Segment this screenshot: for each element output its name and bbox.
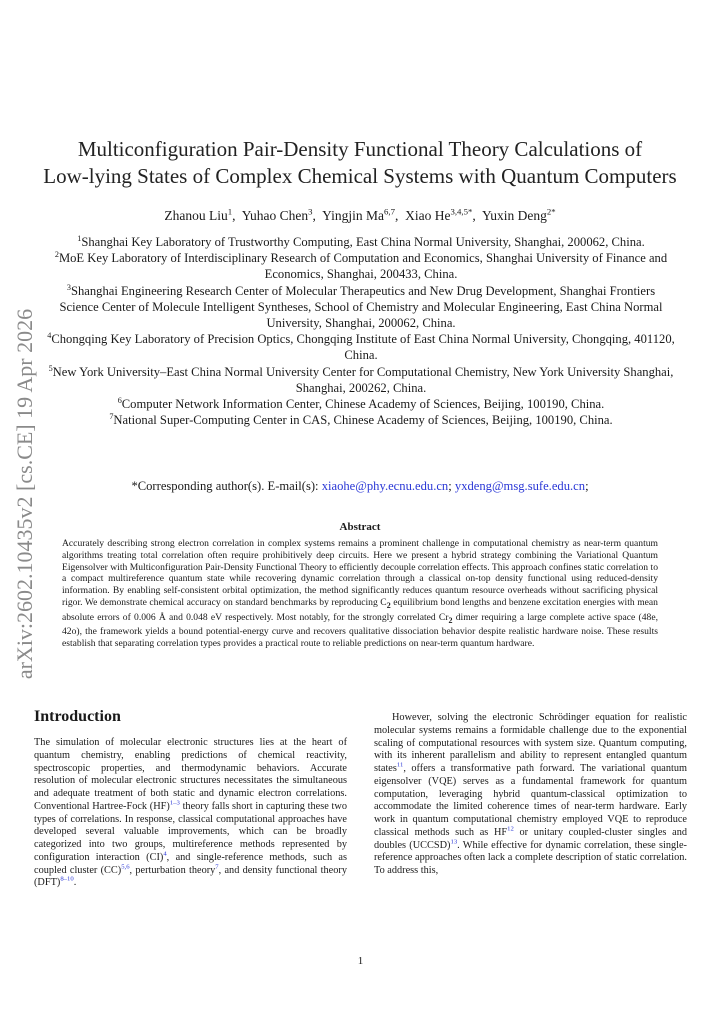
citation-link[interactable]: 7 — [215, 863, 219, 871]
corresponding-authors: *Corresponding author(s). E-mail(s): xiaohe@phy.ecnu.edu.cn; yxdeng@msg.sufe.edu.cn; — [131, 479, 589, 493]
affiliation: $^5$New York University–East China Normal University Center for Computational Chemistry, New York University Shanghai, Shanghai, 200262, China. — [48, 363, 674, 395]
author: Zhanou Liu$^1$ — [164, 206, 233, 223]
title-line: Multiconfiguration Pair-Density Functional Theory Calculations of — [77, 137, 643, 161]
citation-link[interactable]: 4 — [163, 850, 167, 858]
citation-link[interactable]: 13 — [450, 838, 458, 846]
author: Yuxin Deng$^{2*}$ — [482, 206, 556, 223]
author-list: Zhanou Liu$^1$, Yuhao Chen$^3$, Yingjin Ma$^{6,7}$, Xiao $He^{3,4,5*}$, Yuxin Deng$^{2*}$ — [164, 206, 556, 223]
body-column-left: The simulation of molecular electronic structures lies at the heart of quantum chemistry, enabling predictions of chemical reactivity, spectroscopic properties, and thermodynamic behaviors. Accurate resolution of molecular electronic structures necessitates the simultaneous and adequate treatment of both static and dynamic electron correlations. Conventional Hartree-Fock (HF)$^{1-3}$ theory falls short in capturing these two types of correlations. In response, classical computational approaches have developed several valuable improvements, which can be broadly categorized into two groups, multireference methods represented by configuration interaction (CI)$^4$, and single-reference methods, such as coupled cluster (CC)$^{5,6}$, perturbation theory$^7$, and density functional theory (DFT)$^{8-10}$. — [34, 737, 347, 889]
citation-link[interactable]: 8–10 — [60, 875, 74, 883]
affiliation: $^4$Chongqing Key Laboratory of Precision Optics, Chongqing Institute of East China Normal University, Chongqing, 401120, China. — [47, 331, 675, 363]
paper-title — [40, 136, 680, 190]
author: Yuhao Chen$^3$ — [241, 206, 313, 223]
email-link[interactable]: xiaohe@phy.ecnu.edu.cn — [321, 479, 449, 493]
abstract-text: Accurately describing strong electron correlation in complex systems remains a prominent challenge in computational chemistry as near-term quantum algorithms treating total correlation often require prohibitively deep circuits. Here we present a hybrid strategy combining the Variational Quantum Eigensolver with Multiconfiguration Pair-Density Functional Theory to efficiently decouple correlation effects. This approach confines static correlation to a compact multireference quantum state while recovering dynamic correlation through a classical on-top density functional using reduced-density information. By enabling self-consistent orbital optimization, the method significantly reduces quantum resource overheads without sacrificing physical rigor. We demonstrate chemical accuracy on standard benchmarks by reproducing $C_2$ equilibrium bond lengths and benzene excitation energies with mean absolute errors of 0.006 Å and 0.048 eV respectively. Most notably, for the strongly correlated $Cr_2$ dimer requiring a large complete active space (48e, 42o), the framework yields a bound potential-energy curve and recovers qualitative dissociation behavior despite realistic hardware noise. These results establish that separating correlation types provides a practical route to reliable predictions on near-term quantum hardware. — [62, 538, 658, 650]
author: Yingjin Ma$^{6,7}$ — [322, 206, 395, 223]
affiliation: $^2$MoE Key Laboratory of Interdisciplinary Research of Computation and Economics, Shanghai University of Finance and Economics, Shanghai, 200433, China. — [54, 250, 668, 282]
affiliation-list — [46, 234, 676, 428]
affiliation: $^3$Shanghai Engineering Research Center of Molecular Therapeutics and New Drug Development, Shanghai Frontiers Science Center of Molecule Intelligent Syntheses, School of Chemistry and Molecular Engineering, East China Normal University, Shanghai, 200062, China. — [59, 282, 663, 331]
citation-link[interactable]: 1–3 — [169, 799, 180, 807]
page-number: 1 — [357, 955, 364, 967]
citation-link[interactable]: 5,6 — [121, 863, 130, 871]
body-column-right: However, solving the electronic Schrödinger equation for realistic molecular systems remains a formidable challenge due to the exponential scaling of computational resources with system size. Quantum computing, with its inherent parallelism and ability to represent entangled quantum states$^{11}$, offers a transformative path forward. The variational quantum eigensolver (VQE) serves as a fundamental framework for quantum computation, leveraging hybrid quantum-classical optimization to accommodate the limited coherence times of near-term hardware. Early work in quantum computational chemistry employed VQE to reproduce classical methods such as HF$^{12}$ or unitary coupled-cluster singles and doubles (UCCSD)$^{13}$. While effective for dynamic correlation, these single-reference approaches often lack a complete description of static correlation. To address this, — [374, 712, 687, 876]
email-link[interactable]: yxdeng@msg.sufe.edu.cn — [454, 479, 586, 493]
abstract-heading: Abstract — [339, 521, 381, 533]
affiliation: $^1$Shanghai Key Laboratory of Trustworthy Computing, East China Normal University, Shanghai, 200062, China. — [77, 233, 645, 249]
section-heading: Introduction — [34, 708, 121, 725]
affiliation: $^6$Computer Network Information Center, Chinese Academy of Sciences, Beijing, 100190, China. — [117, 395, 605, 412]
affiliation: $^7$National Super-Computing Center in CAS, Chinese Academy of Sciences, Beijing, 100190, China. — [109, 412, 613, 428]
author: Xiao $He^{3,4,5*}$ — [405, 206, 473, 223]
arxiv-stamp: arXiv:2602.10435v2 [cs.CE] 19 Apr 2026 — [12, 308, 37, 680]
title-line: Low-lying States of Complex Chemical Systems with Quantum Computers — [43, 164, 677, 188]
citation-link[interactable]: 11 — [396, 761, 404, 769]
citation-link[interactable]: 12 — [507, 825, 514, 833]
